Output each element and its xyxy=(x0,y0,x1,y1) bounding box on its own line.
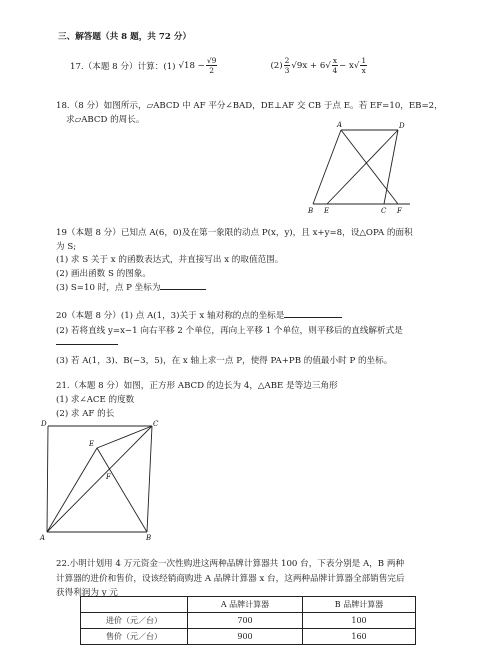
q19-line3: (1) 求 S 关于 x 的函数表达式，并直接写出 x 的取值范围。 xyxy=(56,255,284,265)
segment-ae xyxy=(47,448,97,532)
table-header-row xyxy=(81,597,416,613)
label-f: F xyxy=(106,473,111,481)
segment-ec xyxy=(97,426,152,448)
segment-cb xyxy=(147,426,152,532)
segment-eb xyxy=(97,448,147,532)
segment-de xyxy=(327,130,398,204)
segment-ab xyxy=(313,130,341,204)
q18-line1: 18.（8 分）如图所示，▱ABCD 中 AF 平分∠BAD，DE⊥AF 交 CB 于点 E。若 EF=10，EB=2， xyxy=(56,101,443,111)
table-header-cell xyxy=(81,597,188,613)
q19-line5: (3) S=10 时，点 P 坐标为 xyxy=(56,281,206,293)
table-cell: 700 xyxy=(188,613,303,629)
table-header-cell: B 品牌计算器 xyxy=(303,597,416,613)
segment-af xyxy=(341,130,398,204)
question-17 xyxy=(70,56,368,75)
table-cell: 100 xyxy=(303,613,416,629)
label-a: A xyxy=(40,534,46,542)
q17-part2-fraction-b: $\frac{x}{4}$ xyxy=(332,56,338,75)
q20-line2: (2) 若将直线 y=x−1 向右平移 2 个单位，再向上平移 1 个单位，则平移后的直线解析式是 xyxy=(56,326,403,336)
q20-answer-blank-2 xyxy=(56,344,118,345)
q17-part2-fraction-a: $\frac{2}{3}$ xyxy=(284,56,290,75)
q19-line1: 19（本题 8 分）已知点 A(6，0)及在第一象限的动点 P(x，y)，且 x+y=8，设△OPA 的面积 xyxy=(56,228,413,238)
q17-part2-end: − x√ xyxy=(339,60,360,71)
table-row xyxy=(81,629,416,645)
q20-line3: (3) 若 A(1，3)、B(−3，5)，在 x 轴上求一点 P，使得 PA+PB 的值最小时 P 的坐标。 xyxy=(56,356,393,366)
table-row xyxy=(81,613,416,629)
q19-line2: 为 S; xyxy=(56,242,77,252)
label-b: B xyxy=(146,534,152,542)
q22-line3: 获得利润为 y 元 xyxy=(56,588,118,598)
table-cell: 160 xyxy=(303,629,416,645)
q17-part2-mid: √9x + 6√ xyxy=(291,60,331,71)
label-b: B xyxy=(308,207,314,215)
calculator-price-table xyxy=(80,596,416,645)
label-e: E xyxy=(89,440,95,448)
square-diagram xyxy=(36,416,164,542)
q17-part1-expr: √18 − xyxy=(178,60,205,71)
label-c: C xyxy=(381,207,387,215)
segment-dc xyxy=(384,130,398,204)
section-title: 三、解答题（共 8 题，共 72 分） xyxy=(58,32,192,42)
q20-answer-blank-2-row xyxy=(56,338,118,348)
q19-answer-blank xyxy=(160,289,206,290)
q21-line2: (1) 求∠ACE 的度数 xyxy=(56,395,135,405)
q22-line2: 计算器的进价和售价，设该经销商购进 A 品牌计算器 x 台，这两种品牌计算器全部销售完后 xyxy=(56,574,405,584)
segment-ac xyxy=(47,426,152,532)
q17-head: 17.（本题 8 分）计算：(1) xyxy=(70,61,176,72)
q17-part2-fraction-c: $\frac{1}{x}$ xyxy=(361,56,367,75)
table-header-cell: A 品牌计算器 xyxy=(188,597,303,613)
label-c: C xyxy=(153,420,159,428)
parallelogram-diagram xyxy=(300,118,425,216)
label-d: D xyxy=(41,420,47,428)
table-cell: 售价（元／台） xyxy=(81,629,188,645)
table-cell: 900 xyxy=(188,629,303,645)
q21-line1: 21.（本题 8 分）如图，正方形 ABCD 的边长为 4，△ABE 是等边三角形 xyxy=(56,381,338,391)
q17-part2-label: (2) xyxy=(270,60,283,71)
segment-da xyxy=(47,426,48,532)
table-cell: 进价（元／台） xyxy=(81,613,188,629)
label-d: D xyxy=(399,122,405,130)
q20-line1: 20（本题 8 分）(1) 点 A(1，3)关于 x 轴对称的点的坐标是 xyxy=(56,309,342,321)
label-f: F xyxy=(397,207,402,215)
label-e: E xyxy=(324,207,330,215)
q21-line3: (2) 求 AF 的长 xyxy=(56,409,115,419)
q18-line2: 求▱ABCD 的周长。 xyxy=(66,115,145,125)
q17-part1-fraction: $\frac{√9}{2}$ xyxy=(206,56,217,75)
q22-line1: 22.小明计划用 4 万元资金一次性购进这两种品牌计算器共 100 台，下表分别是 A，B 两种 xyxy=(56,559,405,569)
label-a: A xyxy=(337,121,343,129)
q19-line4: (2) 画出函数 S 的图象。 xyxy=(56,269,152,279)
q20-answer-blank-1 xyxy=(284,317,342,318)
